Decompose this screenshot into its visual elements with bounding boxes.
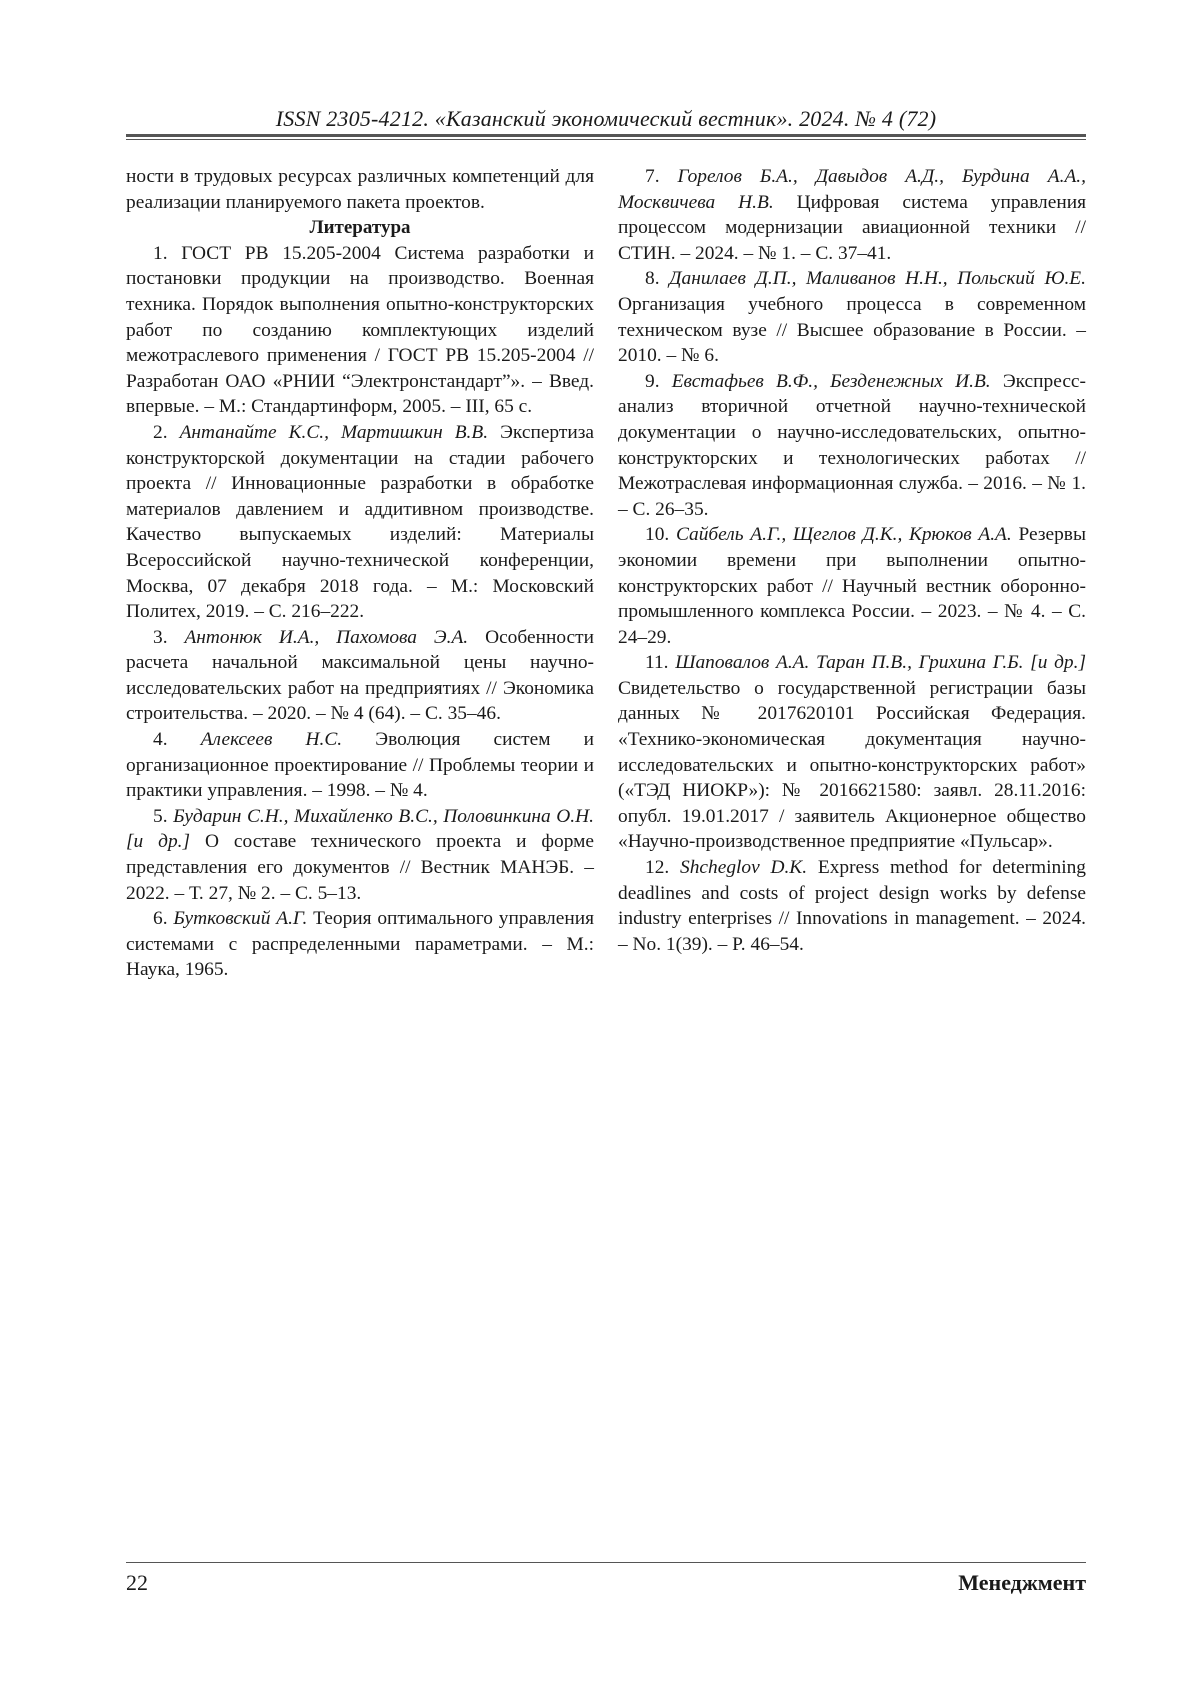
reference-authors: Алексеев Н.С. xyxy=(200,729,343,751)
reference-authors: Евстафьев В.Ф., Безденежных И.В. xyxy=(671,370,991,392)
running-head: ISSN 2305-4212. «Казанский экономический вестник». 2024. № 4 (72) xyxy=(275,106,937,131)
reference-item xyxy=(126,906,594,983)
reference-text: Свидетельство о государственной регистрации базы данных № 2017620101 Российская Федерация. «Технико-экономическая документация научно-исследовательских и опытно-конструкторских работ» («ТЭД НИОКР»): № 2016621580: заявл. 28.11.2016: опубл. 19.01.2017 / заявитель Акционерное общество «Научно-производственное предприятие «Пульсар». xyxy=(618,677,1086,853)
reference-number: 10. xyxy=(645,524,670,546)
reference-authors: Антанайте К.С., Мартишкин В.В. xyxy=(179,421,489,443)
intro-paragraph: ности в трудовых ресурсах различных компетенций для реализации планируемого пакета проектов. xyxy=(126,166,594,213)
reference-text: Теория оптимального управления системами с распределенными параметрами. – М.: Наука, 1965. xyxy=(126,908,594,981)
reference-item xyxy=(618,164,1086,266)
reference-text: Цифровая система управления процессом модернизации авиационной техники // СТИН. – 2024. – № 1. – С. 37–41. xyxy=(618,191,1086,264)
reference-authors: Shcheglov D.K. xyxy=(680,857,808,879)
reference-number: 2. xyxy=(153,421,168,443)
references-heading: Литература xyxy=(309,217,411,239)
reference-text: Особенности расчета начальной максимальной цены научно-исследовательских работ на предприятиях // Экономика строительства. – 2020. – № 4 (64). – С. 35–46. xyxy=(126,626,594,725)
reference-authors: Бутковский А.Г. xyxy=(173,908,308,930)
reference-number: 5. xyxy=(153,805,168,827)
reference-item xyxy=(126,625,594,727)
left-column xyxy=(126,164,594,983)
reference-text: Организация учебного процесса в современном техническом вузе // Высшее образование в России. – 2010. – № 6. xyxy=(618,293,1086,367)
section-name: Менеджмент xyxy=(958,1570,1086,1595)
reference-item xyxy=(618,522,1086,650)
reference-number: 1. xyxy=(153,242,168,264)
reference-authors: Горелов Б.А., Давыдов А.Д., Бурдина А.А., Москвичева Н.В. xyxy=(618,166,1086,213)
reference-text: Экспертиза конструкторской документации на стадии рабочего проекта // Инновационные разработки в обработке материалов давлением и аддитивном производстве. Качество выпускаемых изделий: Материалы Всероссийской научно-технической конференции, Москва, 07 декабря 2018 года. – М.: Московский Политех, 2019. – С. 216–222. xyxy=(126,421,594,623)
reference-item xyxy=(618,266,1086,368)
reference-authors: Данилаев Д.П., Маливанов Н.Н., Польский Ю.Е. xyxy=(669,268,1086,290)
reference-text: Резервы экономии времени при выполнении опытно-конструкторских работ // Научный вестник оборонно-промышленного комплекса России. – 2023. – № 4. – С. 24–29. xyxy=(618,524,1086,648)
reference-item xyxy=(618,369,1086,523)
reference-authors: Бударин С.Н., Михайленко В.С., Половинкина О.Н. [и др.] xyxy=(126,805,595,853)
reference-item xyxy=(126,241,594,420)
reference-authors: Сайбель А.Г., Щеглов Д.К., Крюков А.А. xyxy=(675,524,1012,546)
page-number: 22 xyxy=(126,1570,148,1595)
reference-number: 11. xyxy=(645,652,669,674)
reference-text: Экспресс-анализ вторичной отчетной научно-технической документации о научно-исследовательских, опытно-конструкторских и технологических работах // Межотраслевая информационная служба. – 2016. – № 1. – С. 26–35. xyxy=(618,370,1086,520)
footer-rule xyxy=(126,1562,1086,1563)
reference-number: 7. xyxy=(645,166,660,187)
header-rule-thin xyxy=(126,139,1086,140)
reference-authors: Антонюк И.А., Пахомова Э.А. xyxy=(184,626,469,648)
reference-number: 8. xyxy=(645,268,660,290)
references-list-left xyxy=(126,241,594,983)
reference-text: ГОСТ РВ 15.205-2004 Система разработки и постановки продукции на производство. Военная техника. Порядок выполнения опытно-конструкторских работ по созданию комплектующих изделий межотраслевого применения / ГОСТ РВ 15.205-2004 // Разработан ОАО «РНИИ “Электронстандарт”». – Введ. впервые. – М.: Стандартинформ, 2005. – III, 65 с. xyxy=(126,242,594,418)
reference-number: 4. xyxy=(153,729,168,751)
reference-number: 6. xyxy=(153,908,168,930)
reference-item xyxy=(618,650,1086,855)
right-column xyxy=(618,164,1086,957)
header-rule-thick xyxy=(126,134,1086,137)
reference-number: 3. xyxy=(153,626,168,648)
reference-number: 9. xyxy=(645,370,660,392)
reference-item xyxy=(126,727,594,804)
references-list-right xyxy=(618,164,1086,957)
reference-item xyxy=(618,855,1086,957)
reference-text: О составе технического проекта и форме представления его документов // Вестник МАНЭБ. – 2022. – Т. 27, № 2. – С. 5–13. xyxy=(126,831,594,904)
reference-number: 12. xyxy=(645,857,670,879)
reference-text: Express method for determining deadlines and costs of project design works by defense industry enterprises // Innovations in management. – 2024. – No. 1(39). – P. 46–54. xyxy=(618,857,1086,955)
reference-authors: Шаповалов А.А. Таран П.В., Грихина Г.Б. [и др.] xyxy=(675,652,1086,674)
reference-text: Эволюция систем и организационное проектирование // Проблемы теории и практики управления. – 1998. – № 4. xyxy=(126,729,594,802)
reference-item xyxy=(126,420,594,625)
reference-item xyxy=(126,804,594,906)
